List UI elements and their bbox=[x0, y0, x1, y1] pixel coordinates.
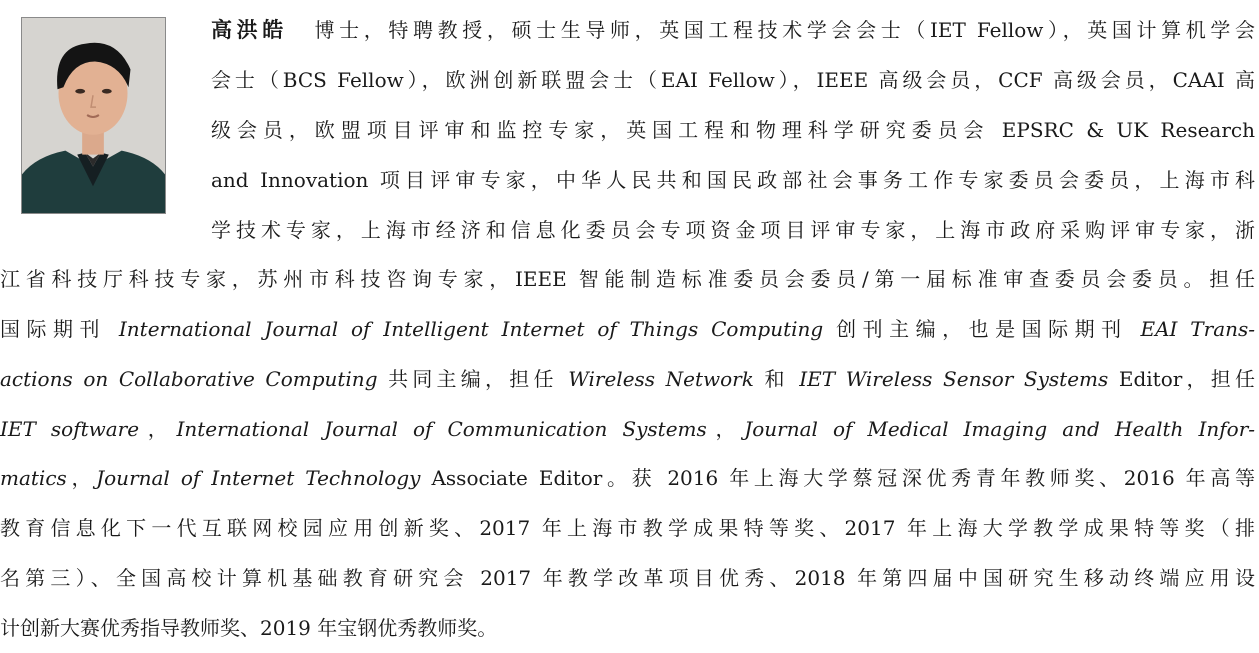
bio-line bbox=[211, 162, 1259, 198]
journal-title: International Journal of Communication Systems bbox=[176, 417, 707, 441]
bio-text: Associate Editor。获 2016 年上海大学蔡冠深优秀青年教师奖、2016 年高等 bbox=[420, 466, 1255, 490]
bio-text: 共同主编，担任 bbox=[377, 367, 569, 391]
journal-title: IET Wireless Sensor Systems bbox=[799, 367, 1109, 391]
bio-line bbox=[211, 212, 1259, 248]
bio-line bbox=[0, 610, 1259, 646]
author-name: 高洪皓 bbox=[211, 18, 288, 42]
journal-title: actions on Collaborative Computing bbox=[0, 367, 378, 391]
bio-text: 江省科技厅科技专家，苏州市科技咨询专家，IEEE 智能制造标准委员会委员/第一届标准审查委员会委员。担任 bbox=[0, 267, 1255, 291]
bio-line bbox=[0, 460, 1259, 496]
journal-title: Journal of Internet Technology bbox=[96, 466, 421, 490]
journal-title: Wireless Network bbox=[568, 367, 754, 391]
bio-line bbox=[0, 411, 1259, 447]
journal-title: IET software bbox=[0, 417, 140, 441]
bio-text: 计创新大赛优秀指导教师奖、2019 年宝钢优秀教师奖。 bbox=[0, 616, 498, 640]
bio-line bbox=[0, 311, 1259, 347]
bio-line bbox=[0, 560, 1259, 596]
bio-line bbox=[211, 62, 1259, 98]
bio-text: ， bbox=[66, 466, 97, 490]
bio-line bbox=[211, 112, 1259, 148]
journal-title: matics bbox=[0, 466, 67, 490]
portrait-photo bbox=[21, 17, 166, 214]
bio-line bbox=[0, 510, 1259, 546]
bio-text: 名第三）、全国高校计算机基础教育研究会 2017 年教学改革项目优秀、2018 年第四届中国研究生移动终端应用设 bbox=[0, 566, 1255, 590]
bio-text: and Innovation 项目评审专家，中华人民共和国民政部社会事务工作专家委员会委员，上海市科 bbox=[211, 168, 1255, 192]
portrait-photo-icon bbox=[22, 18, 165, 213]
bio-text: ， bbox=[139, 417, 177, 441]
journal-title: Journal of Medical Imaging and Health Infor- bbox=[744, 417, 1256, 441]
bio-text: 国际期刊 bbox=[0, 317, 119, 341]
bio-text: 级会员，欧盟项目评审和监控专家，英国工程和物理科学研究委员会 EPSRC & UK Research bbox=[211, 118, 1255, 142]
bio-text: 和 bbox=[753, 367, 800, 391]
bio-text: 学技术专家，上海市经济和信息化委员会专项资金项目评审专家，上海市政府采购评审专家，浙 bbox=[211, 218, 1255, 242]
bio-text: Editor，担任 bbox=[1108, 367, 1255, 391]
bio-text: 教育信息化下一代互联网校园应用创新奖、2017 年上海市教学成果特等奖、2017 年上海大学教学成果特等奖（排 bbox=[0, 516, 1255, 540]
bio-line bbox=[211, 12, 1259, 48]
journal-title: EAI Trans- bbox=[1140, 317, 1256, 341]
journal-title: International Journal of Intelligent Internet of Things Computing bbox=[118, 317, 824, 341]
bio-text: 博士，特聘教授，硕士生导师，英国工程技术学会会士（IET Fellow），英国计算机学会 bbox=[309, 18, 1255, 42]
bio-text: 创刊主编，也是国际期刊 bbox=[823, 317, 1141, 341]
bio-text: ， bbox=[706, 417, 745, 441]
bio-text: 会士（BCS Fellow），欧洲创新联盟会士（EAI Fellow），IEEE 高级会员，CCF 高级会员，CAAI 高 bbox=[211, 68, 1255, 92]
bio-line bbox=[0, 261, 1259, 297]
bio-line bbox=[0, 361, 1259, 397]
